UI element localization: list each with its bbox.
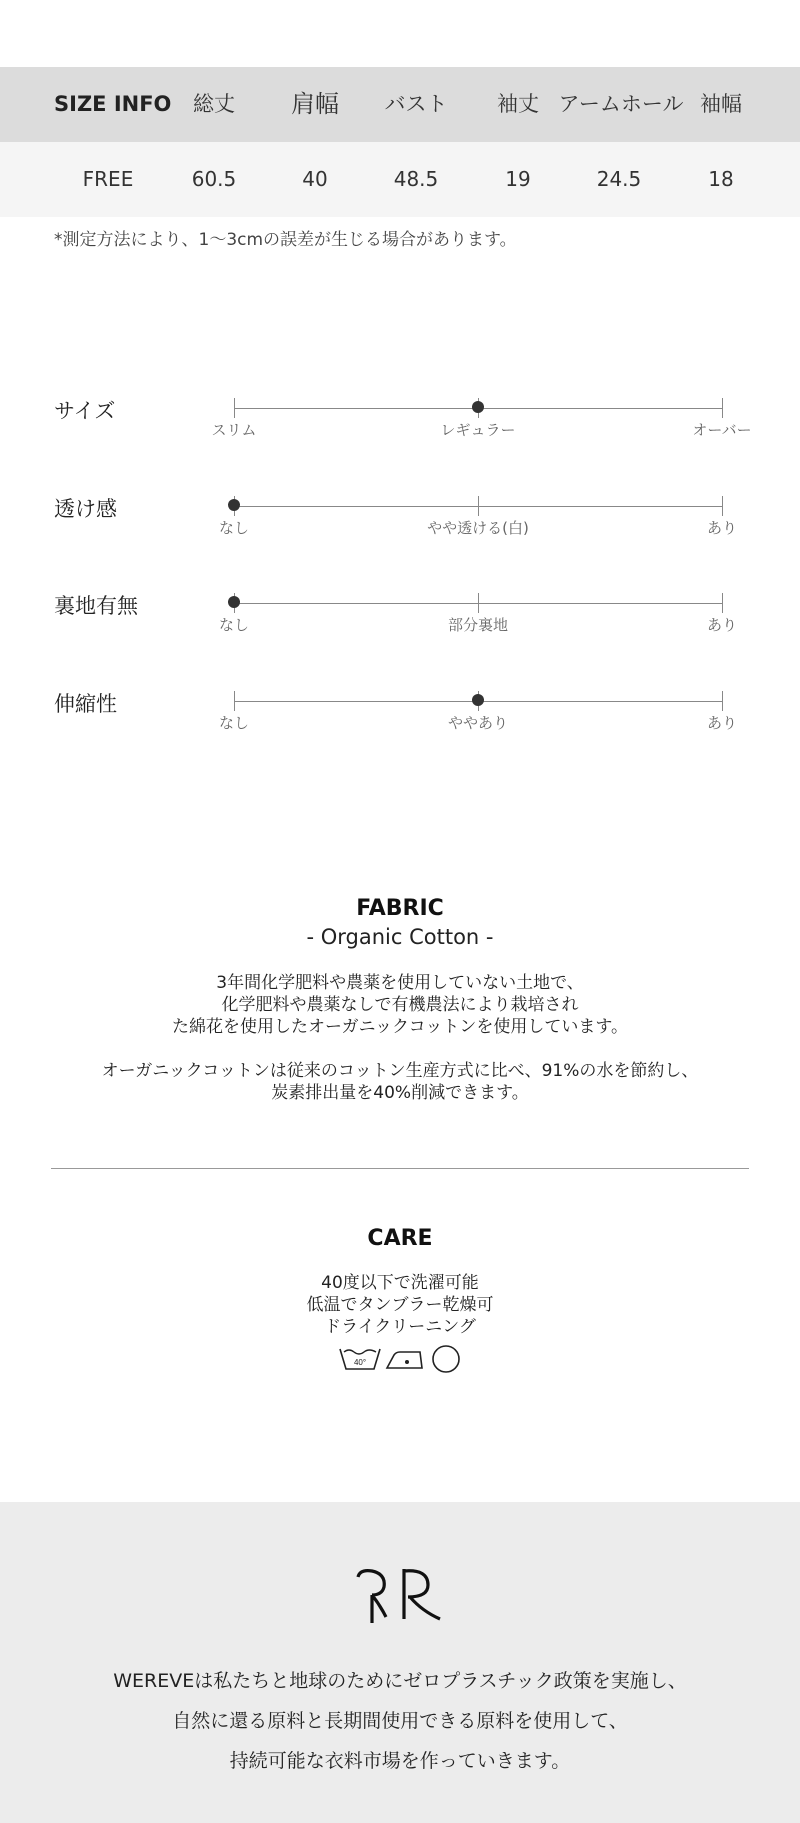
measurement-note: *測定方法により、1～3cmの誤差が生じる場合があります。 <box>54 230 517 250</box>
scale-option-label: オーバー <box>692 421 752 439</box>
value-length: 60.5 <box>191 167 237 191</box>
header-armhole: アームホール <box>558 92 684 116</box>
rr-monogram-logo <box>350 1565 450 1625</box>
scale-row <box>0 493 800 553</box>
fabric-paragraph-2 <box>0 1060 800 1104</box>
scale-tick <box>722 496 723 516</box>
scale-tick <box>722 593 723 613</box>
scale-marker <box>228 499 240 511</box>
footer <box>0 1502 800 1823</box>
scale-label: 伸縮性 <box>54 692 117 716</box>
fabric-p1-line: 化学肥料や農薬なしで有機農法により栽培され <box>221 995 579 1015</box>
scale-option-label: スリム <box>211 421 257 439</box>
scale-tick <box>234 398 235 418</box>
value-sleeve-width: 18 <box>708 167 734 191</box>
wash-40-icon <box>338 1343 382 1373</box>
wash-temp-label: 40° <box>353 1358 367 1367</box>
scale-label: 透け感 <box>54 497 117 521</box>
fabric-subtitle: - Organic Cotton - <box>306 925 494 949</box>
fabric-paragraph-1 <box>0 972 800 1038</box>
header-sleeve-width: 袖幅 <box>700 92 742 116</box>
value-shoulder: 40 <box>302 167 328 191</box>
scale-option-label: なし <box>218 616 250 634</box>
scale-row <box>0 395 800 455</box>
header-sleeve-length: 袖丈 <box>497 92 539 116</box>
scale-tick <box>722 398 723 418</box>
size-free: FREE <box>82 167 134 191</box>
fabric-p1-line: た綿花を使用したオーガニックコットンを使用しています。 <box>172 1017 628 1037</box>
value-armhole: 24.5 <box>596 167 642 191</box>
scale-option-label: レギュラー <box>440 421 516 439</box>
iron-low-icon <box>384 1343 426 1373</box>
footer-line: WEREVEは私たちと地球のためにゼロプラスチック政策を実施し、 <box>113 1670 687 1692</box>
scale-option-label: あり <box>706 519 738 537</box>
scale-tick <box>234 691 235 711</box>
fabric-section <box>0 896 800 949</box>
size-info-heading: SIZE INFO <box>54 92 172 116</box>
size-table-header <box>0 67 800 142</box>
care-icons <box>0 1343 800 1377</box>
scale-tick <box>722 691 723 711</box>
scale-option-label: 部分裏地 <box>447 616 509 634</box>
value-sleeve-length: 19 <box>505 167 531 191</box>
scale-marker <box>472 694 484 706</box>
header-bust: バスト <box>384 92 448 116</box>
dry-clean-icon <box>430 1343 462 1375</box>
care-instructions <box>0 1272 800 1338</box>
scale-option-label: ややあり <box>447 714 509 732</box>
footer-line: 自然に還る原料と長期間使用できる原料を使用して、 <box>172 1710 628 1732</box>
scale-option-label: なし <box>218 519 250 537</box>
size-table-row <box>0 142 800 217</box>
value-bust: 48.5 <box>393 167 439 191</box>
section-divider <box>51 1168 749 1169</box>
care-line: ドライクリーニング <box>324 1317 476 1337</box>
scale-label: 裏地有無 <box>54 594 138 618</box>
scale-marker <box>228 596 240 608</box>
scale-option-label: あり <box>706 616 738 634</box>
scale-row <box>0 688 800 748</box>
fabric-p1-line: 3年間化学肥料や農薬を使用していない土地で、 <box>216 973 584 993</box>
fabric-title: FABRIC <box>356 896 444 921</box>
scale-marker <box>472 401 484 413</box>
scale-label: サイズ <box>54 399 116 423</box>
scale-row <box>0 590 800 650</box>
scale-option-label: あり <box>706 714 738 732</box>
footer-line: 持続可能な衣料市場を作っていきます。 <box>229 1750 571 1772</box>
care-line: 40度以下で洗濯可能 <box>321 1273 479 1293</box>
care-line: 低温でタンブラー乾燥可 <box>306 1295 494 1315</box>
scale-tick <box>478 593 479 613</box>
header-length: 総丈 <box>193 92 235 116</box>
care-section <box>0 1226 800 1251</box>
fabric-p2-line: 炭素排出量を40%削減できます。 <box>271 1083 529 1103</box>
header-shoulder: 肩幅 <box>291 90 339 118</box>
scale-tick <box>478 496 479 516</box>
fabric-p2-line: オーガニックコットンは従来のコットン生産方式に比べ、91%の水を節約し、 <box>101 1061 699 1081</box>
scale-option-label: なし <box>218 714 250 732</box>
scale-option-label: やや透ける(白) <box>427 519 529 537</box>
care-title: CARE <box>367 1226 433 1251</box>
